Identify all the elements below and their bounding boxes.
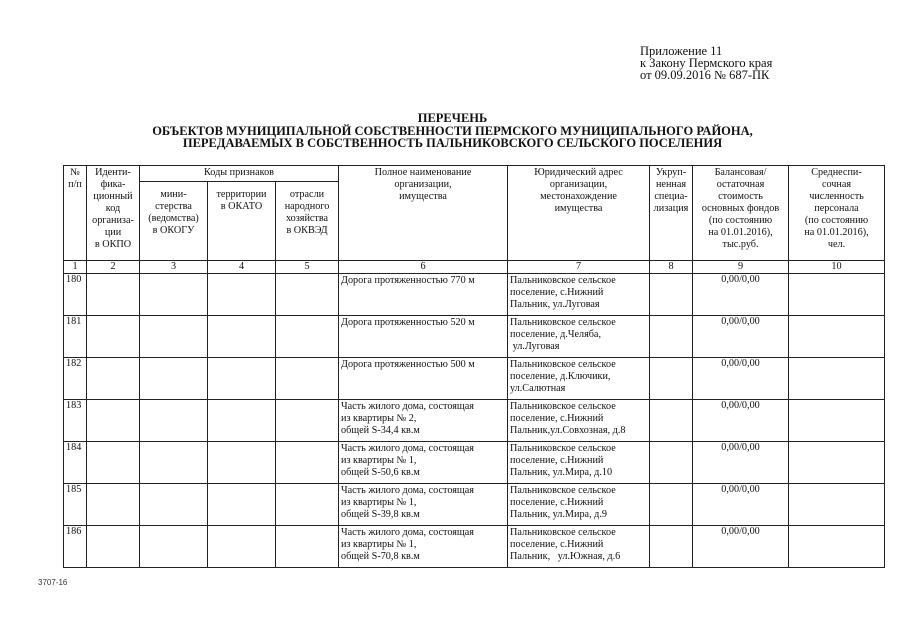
balance-value: 0,00/0,00 [693,400,789,442]
col-number: 3 [140,261,208,274]
okved-cell [276,526,339,568]
okato-cell [208,400,276,442]
table-row [64,358,885,400]
staff-cell [789,358,885,400]
okved-cell [276,316,339,358]
appendix-line-1: Приложение 11 [640,44,723,58]
staff-cell [789,400,885,442]
okved-cell [276,484,339,526]
okato-cell [208,316,276,358]
column-numbers-row [64,261,885,274]
property-address: Пальниковское сельское поселение, д.Ключики, ул.Салютная [508,358,650,400]
balance-value: 0,00/0,00 [693,316,789,358]
balance-value: 0,00/0,00 [693,274,789,316]
property-name: Дорога протяженностью 770 м [339,274,508,316]
property-name: Часть жилого дома, состоящая из квартиры № 1, общей S-70,8 кв.м [339,526,508,568]
property-address: Пальниковское сельское поселение, с.Нижний Пальник, ул.Южная, д.6 [508,526,650,568]
property-name: Часть жилого дома, состоящая из квартиры № 2, общей S-34,4 кв.м [339,400,508,442]
specialization-cell [650,526,693,568]
okogu-cell [140,400,208,442]
header-specialization: Укруп- ненная специа- лизация [650,166,693,261]
okpo-cell [87,484,140,526]
okato-cell [208,358,276,400]
col-number: 8 [650,261,693,274]
balance-value: 0,00/0,00 [693,526,789,568]
property-name: Дорога протяженностью 500 м [339,358,508,400]
row-number: 181 [64,316,87,358]
specialization-cell [650,484,693,526]
staff-cell [789,526,885,568]
specialization-cell [650,442,693,484]
row-number: 186 [64,526,87,568]
table-body [64,274,885,568]
property-table [63,165,885,568]
property-address: Пальниковское сельское поселение, с.Нижний Пальник, ул.Мира, д.10 [508,442,650,484]
header-okato: территории в ОКАТО [208,182,276,261]
header-okpo: Иденти- фика- ционный код организа- ции в ОКПО [87,166,140,261]
row-number: 182 [64,358,87,400]
okogu-cell [140,358,208,400]
title-line-3: ПЕРЕДАВАЕМЫХ В СОБСТВЕННОСТЬ ПАЛЬНИКОВСКОГО СЕЛЬСКОГО ПОСЕЛЕНИЯ [182,136,723,150]
okogu-cell [140,274,208,316]
table-row [64,442,885,484]
okato-cell [208,526,276,568]
okpo-cell [87,316,140,358]
col-number: 4 [208,261,276,274]
col-number: 1 [64,261,87,274]
table-row [64,316,885,358]
header-staff: Среднеспи- сочная численность персонала (по состоянию на 01.01.2016), чел. [789,166,885,261]
specialization-cell [650,316,693,358]
property-address: Пальниковское сельское поселение, с.Нижний Пальник, ул.Мира, д.9 [508,484,650,526]
col-number: 2 [87,261,140,274]
okpo-cell [87,442,140,484]
col-number: 9 [693,261,789,274]
col-number: 7 [508,261,650,274]
appendix-line-3: от 09.09.2016 № 687-ПК [640,68,770,82]
appendix-note [640,45,772,81]
okato-cell [208,484,276,526]
specialization-cell [650,358,693,400]
okogu-cell [140,442,208,484]
okved-cell [276,274,339,316]
col-number: 6 [339,261,508,274]
document-code: 3707-16 [38,578,68,587]
col-number: 5 [276,261,339,274]
header-balance: Балансовая/ остаточная стоимость основных фондов (по состоянию на 01.01.2016), тыс.руб. [693,166,789,261]
staff-cell [789,442,885,484]
staff-cell [789,316,885,358]
staff-cell [789,484,885,526]
table-header [64,166,885,274]
okpo-cell [87,400,140,442]
okogu-cell [140,526,208,568]
row-number: 180 [64,274,87,316]
balance-value: 0,00/0,00 [693,484,789,526]
row-number: 184 [64,442,87,484]
specialization-cell [650,274,693,316]
title-line-1: ПЕРЕЧЕНЬ [417,111,488,125]
okpo-cell [87,274,140,316]
property-name: Часть жилого дома, состоящая из квартиры № 1, общей S-39,8 кв.м [339,484,508,526]
okved-cell [276,358,339,400]
okved-cell [276,400,339,442]
specialization-cell [650,400,693,442]
balance-value: 0,00/0,00 [693,358,789,400]
property-name: Дорога протяженностью 520 м [339,316,508,358]
okato-cell [208,274,276,316]
header-okogu: мини- стерства (ведомства) в ОКОГУ [140,182,208,261]
header-okved: отрасли народного хозяйства в ОКВЭД [276,182,339,261]
okogu-cell [140,484,208,526]
okogu-cell [140,316,208,358]
header-codes-group: Коды признаков [140,166,339,182]
row-number: 185 [64,484,87,526]
staff-cell [789,274,885,316]
property-address: Пальниковское сельское поселение, с.Нижний Пальник,ул.Совхозная, д.8 [508,400,650,442]
balance-value: 0,00/0,00 [693,442,789,484]
header-num: № п/п [64,166,87,261]
property-name: Часть жилого дома, состоящая из квартиры № 1, общей S-50,6 кв.м [339,442,508,484]
okved-cell [276,442,339,484]
okato-cell [208,442,276,484]
property-address: Пальниковское сельское поселение, д.Челяба, ул.Луговая [508,316,650,358]
col-number: 10 [789,261,885,274]
row-number: 183 [64,400,87,442]
property-address: Пальниковское сельское поселение, с.Нижний Пальник, ул.Луговая [508,274,650,316]
table-row [64,274,885,316]
table-row [64,484,885,526]
table-row [64,526,885,568]
appendix-line-2: к Закону Пермского края [640,56,773,70]
header-address: Юридический адрес организации, местонахождение имущества [508,166,650,261]
header-fullname: Полное наименование организации, имущества [339,166,508,261]
okpo-cell [87,358,140,400]
okpo-cell [87,526,140,568]
document-title [0,112,905,150]
table-row [64,400,885,442]
title-line-2: ОБЪЕКТОВ МУНИЦИПАЛЬНОЙ СОБСТВЕННОСТИ ПЕРМСКОГО МУНИЦИПАЛЬНОГО РАЙОНА, [152,123,753,138]
